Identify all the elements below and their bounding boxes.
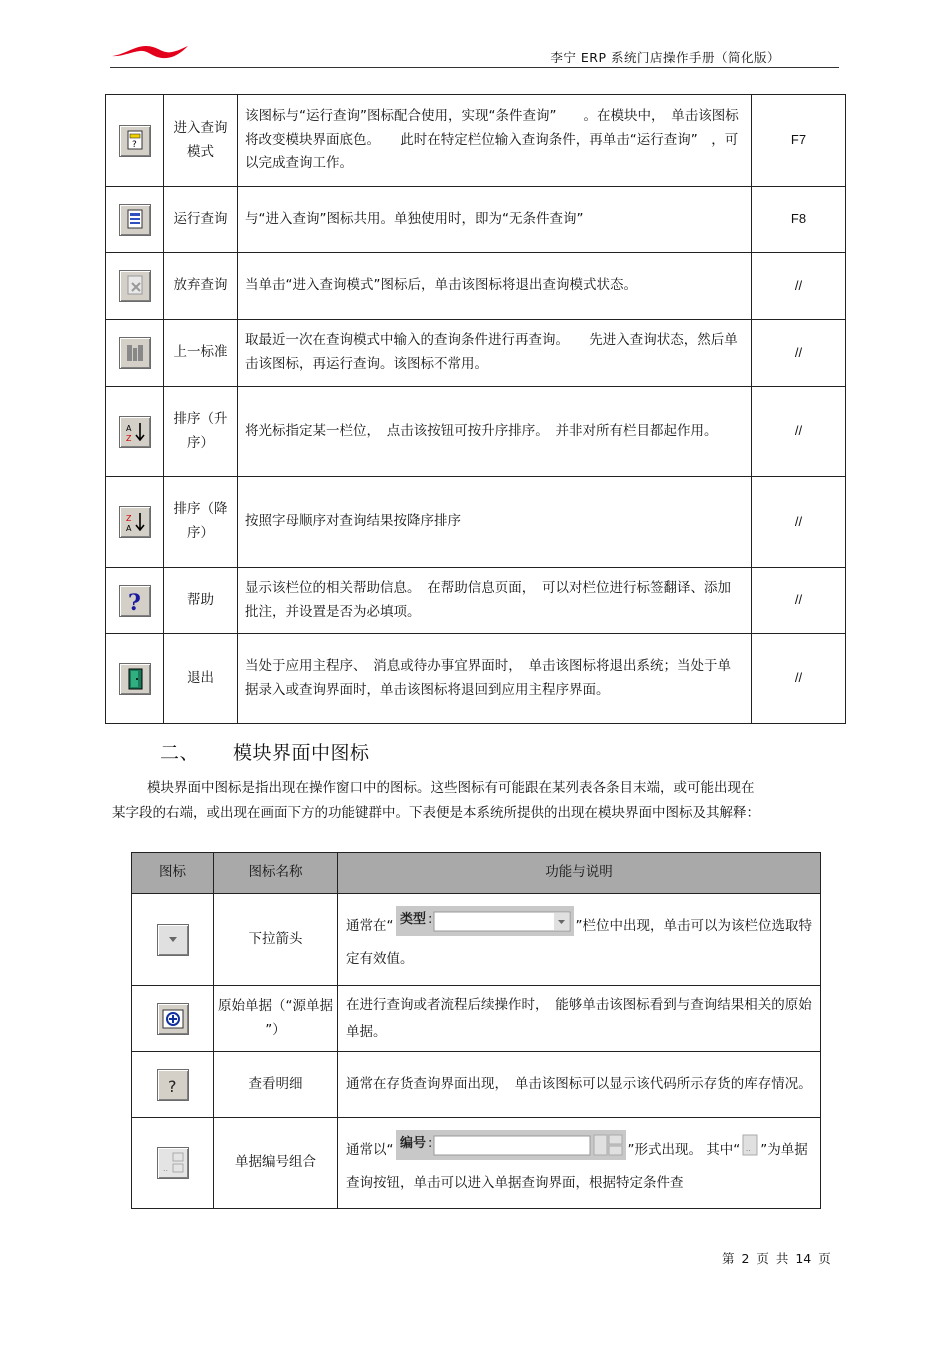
table-header-row [132,853,821,894]
icon-name: 运行查询 [164,187,238,253]
svg-text:Z: Z [125,514,131,523]
run-query-icon [119,204,151,236]
svg-text:..: .. [162,1164,168,1173]
document-number-combo-icon [157,1147,189,1179]
help-icon [119,585,151,617]
view-detail-icon [157,1069,189,1101]
type-field-sample [396,906,574,946]
icon-description: 按照字母顺序对查询结果按降序排序 [238,477,752,568]
table-row [132,1052,821,1118]
exit-door-icon [119,663,151,695]
svg-text::: : [427,912,432,927]
svg-text:?: ? [127,589,141,616]
number-field-sample [396,1130,626,1170]
section-heading [160,738,370,765]
icon-description: 当单击“进入查询模式”图标后，单击该图标将退出查询模式状态。 [238,253,752,320]
table-row [132,894,821,986]
table-row [106,477,846,568]
section-paragraph: 模块界面中图标是指出现在操作窗口中的图标。这些图标有可能跟在某列表各条目末端，或可能出现在某字段的右端，或出现在画面下方的功能键群中。下表便是本系统所提供的出现在模块界面中图标及其解释： [112,780,760,821]
toolbar-icon-table [105,94,846,724]
cancel-query-icon [119,270,151,302]
icon-description: 通常在存货查询界面出现， 单击该图标可以显示该代码所示存货的库存情况。 [338,1052,821,1118]
icon-name: 原始单据（“源单据 ”） [214,986,338,1052]
icon-description: 当处于应用主程序、 消息或待办事宜界面时， 单击该图标将退出系统；当处于单据录入或查询界面时，单击该图标将退回到应用主程序界面。 [238,634,752,724]
table-row [106,253,846,320]
shortcut-key: // [752,253,846,320]
shortcut-key: // [752,568,846,634]
icon-name: 单据编号组合 [214,1118,338,1209]
shortcut-key: F7 [752,95,846,187]
icon-name: 排序（升序） [164,387,238,477]
table-row [106,187,846,253]
shortcut-key: // [752,387,846,477]
sort-descending-icon [119,506,151,538]
shortcut-key: F8 [752,187,846,253]
column-header: 功能与说明 [338,853,821,894]
page-number: 第 2 页 共 14 页 [722,1251,831,1266]
svg-text:?: ? [131,139,137,150]
icon-name: 查看明细 [214,1052,338,1118]
table-row [132,986,821,1052]
module-icon-table [131,852,821,1209]
previous-criteria-icon [119,337,151,369]
number-field-label: 编号 [399,1135,426,1151]
svg-text:A: A [125,423,131,433]
icon-name: 上一标准 [164,320,238,387]
icon-description: 与“进入查询”图标共用。单独使用时，即为“无条件查询” [238,187,752,253]
icon-description: 该图标与“运行查询”图标配合使用，实现“条件查询” 。在模块中， 单击该图标将改变模块界面底色。 此时在特定栏位输入查询条件，再单击“运行查询” ，可以完成查询工作。 [238,95,752,187]
dropdown-arrow-icon [157,924,189,956]
icon-name: 排序（降序） [164,477,238,568]
manual-title: 李宁 ERP 系统门店操作手册（简化版） [550,50,780,65]
table-row [106,320,846,387]
icon-description: 将光标指定某一栏位， 点击该按钮可按升序排序。 并非对所有栏目都起作用。 [238,387,752,477]
li-ning-logo [110,40,190,66]
section-title: 模块界面中图标 [233,742,370,764]
type-field-label: 类型 [399,912,426,927]
icon-description: 在进行查询或者流程后续操作时， 能够单击该图标看到与查询结果相关的原始单据。 [338,986,821,1052]
icon-name: 帮助 [164,568,238,634]
icon-name: 进入查询模式 [164,95,238,187]
sort-ascending-icon [119,416,151,448]
column-header: 图标 [132,853,214,894]
table-row [106,634,846,724]
enter-query-icon [119,125,151,157]
section-number: 二、 [160,742,200,764]
table-row [106,387,846,477]
svg-text:A: A [125,524,131,533]
icon-name: 下拉箭头 [214,894,338,986]
header-divider [110,67,839,68]
icon-description: 显示该栏位的相关帮助信息。 在帮助信息页面， 可以对栏位进行标签翻译、添加批注，并设置是否为必填项。 [238,568,752,634]
svg-text::: : [427,1135,432,1151]
svg-text:Z: Z [125,433,131,443]
table-row [106,568,846,634]
shortcut-key: // [752,477,846,568]
icon-name: 放弃查询 [164,253,238,320]
table-row [106,95,846,187]
icon-description: 取最近一次在查询模式中输入的查询条件进行再查询。 先进入查询状态，然后单击该图标，再运行查询。该图标不常用。 [238,320,752,387]
source-document-icon [157,1003,189,1035]
icon-description: 通常在“ 类型 : ”栏位中出现，单击可以为该栏位选取特定有效值。 [338,894,821,986]
svg-text:?: ? [167,1076,176,1096]
table-row [132,1118,821,1209]
svg-text:..: .. [746,1144,751,1153]
shortcut-key: // [752,320,846,387]
column-header: 图标名称 [214,853,338,894]
lookup-button-sample [742,1134,758,1166]
icon-name: 退出 [164,634,238,724]
icon-description: 通常以“ 编号 : ”形式出现。 其中“ .. ”为单据查询按钮，单击可以进入单据查询界面，根据特定条件查 [338,1118,821,1209]
shortcut-key: // [752,634,846,724]
